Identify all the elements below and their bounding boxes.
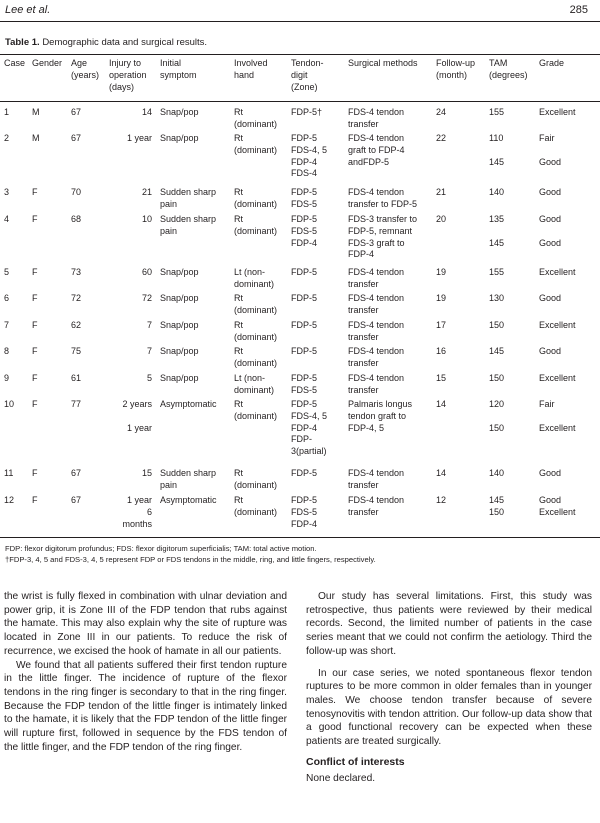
table-cell-gender: F	[32, 320, 38, 330]
table-cell-tendon: FDP-5 FDS-5 FDP-4	[291, 214, 318, 248]
table-cell-methods: FDS-4 tendon transfer	[348, 373, 405, 395]
table-cell-interval: 21	[141, 187, 152, 197]
table-cell-symptom: Snap/pop	[160, 293, 199, 303]
table-cell-hand: Lt (non- dominant)	[234, 373, 275, 395]
table-cell-symptom: Snap/pop	[160, 107, 199, 117]
table-cell-hand: Rt (dominant)	[234, 293, 278, 315]
table-cell-gender: F	[32, 346, 38, 356]
table-cell-tam: 155	[489, 107, 505, 117]
table-cell-case: 3	[4, 187, 10, 197]
table-cell-followup: 14	[436, 468, 447, 478]
table-cell-tam: 145 150	[489, 495, 505, 517]
table-cell-age: 67	[71, 107, 82, 117]
table-cell-grade: Excellent	[539, 107, 576, 117]
table-cell-grade: Good Good	[539, 214, 562, 248]
table-cell-case: 11	[4, 468, 14, 478]
table-cell-hand: Rt (dominant)	[234, 107, 278, 129]
table-cell-gender: F	[32, 187, 38, 197]
table-cell-tendon: FDP-5 FDS-5 FDP-4	[291, 495, 318, 529]
table-cell-methods: FDS-4 tendon transfer	[348, 293, 405, 315]
table-cell-hand: Rt (dominant)	[234, 495, 278, 517]
table-cell-gender: M	[32, 133, 40, 143]
table-cell-tam: 140	[489, 187, 505, 197]
table-cell-symptom: Snap/pop	[160, 133, 199, 143]
table-cell-interval: 5	[146, 373, 152, 383]
table-cell-tendon: FDP-5†	[291, 107, 323, 117]
table-cell-gender: F	[32, 468, 38, 478]
table-top-rule	[0, 54, 600, 55]
body-paragraph: Our study has several limitations. First, this study was retrospective, thus patients were reviewed by their medical records. Second, the limited number of patients in the case series meant that we could not confirm the aetiology. Third the follow-up was short.	[306, 591, 592, 657]
table-caption	[5, 37, 207, 48]
table-cell-symptom: Snap/pop	[160, 346, 199, 356]
table-cell-followup: 19	[436, 267, 447, 277]
table-cell-gender: F	[32, 214, 38, 224]
table-cell-tam: 110 145	[489, 133, 505, 167]
table-cell-followup: 12	[436, 495, 447, 505]
body-column-right	[306, 590, 592, 786]
table-cell-followup: 19	[436, 293, 447, 303]
table-cell-case: 5	[4, 267, 10, 277]
table-cell-age: 72	[71, 293, 82, 303]
table-cell-tendon: FDP-5	[291, 320, 318, 330]
column-header-hand: Involved hand	[234, 58, 268, 80]
table-cell-hand: Rt (dominant)	[234, 468, 278, 490]
column-header-case: Case	[4, 58, 26, 68]
table-caption-text: Demographic data and surgical results.	[42, 37, 208, 48]
table-cell-grade: Excellent	[539, 320, 576, 330]
table-cell-grade: Good	[539, 346, 562, 356]
table-cell-symptom: Asymptomatic	[160, 399, 217, 409]
table-cell-case: 10	[4, 399, 15, 409]
column-header-tam: TAM (degrees)	[489, 58, 528, 80]
table-cell-interval: 60	[141, 267, 152, 277]
table-cell-tendon: FDP-5	[291, 267, 318, 277]
table-cell-case: 7	[4, 320, 10, 330]
table-cell-interval: 7	[146, 346, 152, 356]
table-cell-case: 8	[4, 346, 10, 356]
body-paragraph: the wrist is fully flexed in combination with ulnar deviation and power grip, it is Zone III of the FDP tendon that rubs against the hamate. This may also explain why the site of rupture was located in Zone III in our patients. To reduce the risk of recurrence, we excised the hook of hamate in all our patients.	[4, 591, 287, 657]
table-cell-grade: Excellent	[539, 267, 576, 277]
footnote-tendon-codes: †FDP-3, 4, 5 and FDS-3, 4, 5 represent FDP or FDS tendons in the middle, ring, and little fingers, respectively.	[5, 554, 376, 564]
conflict-of-interests-text: None declared.	[306, 773, 376, 785]
table-cell-grade: Good	[539, 293, 562, 303]
body-column-left	[4, 590, 287, 754]
table-cell-hand: Rt (dominant)	[234, 320, 278, 342]
table-cell-symptom: Asymptomatic	[160, 495, 217, 505]
table-cell-age: 62	[71, 320, 82, 330]
table-cell-tam: 155	[489, 267, 505, 277]
table-cell-followup: 22	[436, 133, 447, 143]
table-cell-symptom: Sudden sharp pain	[160, 187, 217, 209]
table-cell-symptom: Snap/pop	[160, 320, 199, 330]
table-cell-grade: Good	[539, 468, 562, 478]
column-header-tendon: Tendon- digit (Zone)	[291, 58, 324, 92]
table-cell-hand: Rt (dominant)	[234, 187, 278, 209]
column-header-followup: Follow-up (month)	[436, 58, 476, 80]
table-cell-methods: FDS-4 tendon transfer	[348, 267, 405, 289]
table-cell-gender: F	[32, 399, 38, 409]
table-cell-interval: 1 year	[126, 133, 152, 143]
table-cell-age: 75	[71, 346, 82, 356]
demographic-table	[0, 56, 600, 536]
column-header-age: Age (years)	[71, 58, 100, 80]
table-cell-tendon: FDP-5	[291, 346, 318, 356]
header-divider	[0, 21, 600, 22]
table-cell-grade: Good Excellent	[539, 495, 576, 517]
column-header-methods: Surgical methods	[348, 58, 418, 68]
table-cell-hand: Lt (non- dominant)	[234, 267, 275, 289]
table-cell-tam: 140	[489, 468, 505, 478]
running-head-author: Lee et al.	[5, 4, 51, 16]
table-cell-tam: 145	[489, 346, 505, 356]
table-cell-age: 70	[71, 187, 82, 197]
table-cell-interval: 15	[141, 468, 152, 478]
table-cell-age: 67	[71, 133, 82, 143]
table-cell-tendon: FDP-5 FDS-4, 5 FDP-4 FDP- 3(partial)	[291, 399, 328, 457]
table-cell-methods: FDS-4 tendon graft to FDP-4 andFDP-5	[348, 133, 405, 167]
table-cell-followup: 15	[436, 373, 447, 383]
table-cell-case: 12	[4, 495, 15, 505]
table-cell-followup: 21	[436, 187, 447, 197]
table-cell-gender: F	[32, 373, 38, 383]
table-cell-case: 2	[4, 133, 10, 143]
table-cell-methods: FDS-4 tendon transfer	[348, 468, 405, 490]
table-cell-tendon: FDP-5	[291, 468, 318, 478]
table-cell-methods: Palmaris longus tendon graft to FDP-4, 5	[348, 399, 413, 433]
table-cell-tam: 135 145	[489, 214, 505, 248]
table-cell-hand: Rt (dominant)	[234, 214, 278, 236]
table-cell-hand: Rt (dominant)	[234, 133, 278, 155]
table-cell-grade: Good	[539, 187, 562, 197]
table-cell-symptom: Snap/pop	[160, 373, 199, 383]
table-cell-interval: 72	[141, 293, 152, 303]
table-cell-age: 67	[71, 468, 82, 478]
conflict-of-interests-heading: Conflict of interests	[306, 755, 405, 768]
page-number: 285	[569, 4, 588, 16]
table-cell-methods: FDS-4 tendon transfer	[348, 346, 405, 368]
table-cell-grade: Fair Good	[539, 133, 562, 167]
table-cell-gender: F	[32, 267, 38, 277]
table-cell-tendon: FDP-5 FDS-5	[291, 187, 318, 209]
table-cell-interval: 2 years 1 year	[122, 399, 152, 433]
table-cell-followup: 17	[436, 320, 447, 330]
table-cell-tam: 150	[489, 320, 505, 330]
table-cell-gender: M	[32, 107, 40, 117]
table-cell-case: 1	[4, 107, 10, 117]
table-cell-age: 67	[71, 495, 82, 505]
table-footnotes	[5, 544, 595, 565]
table-cell-hand: Rt (dominant)	[234, 346, 278, 368]
table-cell-symptom: Sudden sharp pain	[160, 468, 217, 490]
table-cell-methods: FDS-4 tendon transfer to FDP-5	[348, 187, 418, 209]
table-bottom-rule	[0, 537, 600, 538]
table-cell-tendon: FDP-5 FDS-5	[291, 373, 318, 395]
table-cell-followup: 20	[436, 214, 447, 224]
table-cell-methods: FDS-4 tendon transfer	[348, 495, 405, 517]
table-cell-methods: FDS-3 transfer to FDP-5, remnant FDS-3 graft to FDP-4	[348, 214, 418, 260]
table-cell-age: 73	[71, 267, 82, 277]
table-cell-grade: Fair Excellent	[539, 399, 576, 433]
column-header-symptom: Initial symptom	[160, 58, 197, 80]
table-cell-interval: 7	[146, 320, 152, 330]
table-cell-grade: Excellent	[539, 373, 576, 383]
table-cell-tendon: FDP-5	[291, 293, 318, 303]
footnote-abbreviations: FDP: flexor digitorum profundus; FDS: flexor digitorum superficialis; TAM: total active motion.	[5, 544, 317, 553]
table-cell-interval: 14	[141, 107, 152, 117]
table-cell-case: 4	[4, 214, 10, 224]
table-cell-tam: 150	[489, 373, 505, 383]
table-cell-symptom: Snap/pop	[160, 267, 199, 277]
table-cell-followup: 24	[436, 107, 447, 117]
column-header-grade: Grade	[539, 58, 565, 68]
table-cell-age: 77	[71, 399, 82, 409]
body-paragraph: In our case series, we noted spontaneous flexor tendon ruptures to be more common in older females than in younger males. We choose tendon transfer because of severe tenosynovitis with tendon attrition. Our follow-up data show that a good functional recovery can be expected when these patients are treated surgically.	[306, 667, 592, 748]
column-header-interval: Injury to operation (days)	[109, 58, 147, 92]
column-header-gender: Gender	[32, 58, 63, 68]
table-cell-interval: 10	[141, 214, 152, 224]
table-cell-age: 61	[71, 373, 82, 383]
table-cell-followup: 14	[436, 399, 447, 409]
table-cell-hand: Rt (dominant)	[234, 399, 278, 421]
table-cell-symptom: Sudden sharp pain	[160, 214, 217, 236]
table-cell-case: 6	[4, 293, 10, 303]
table-cell-tam: 130	[489, 293, 505, 303]
table-caption-label: Table 1.	[5, 37, 40, 48]
table-cell-gender: F	[32, 495, 38, 505]
body-paragraph: We found that all patients suffered their first tendon rupture in the little finger. The incidence of rupture of the flexor tendons in the ring finger is secondary to that in the ring finger. Because the FDP tendon of the little finger is intimately linked to the hamate, it is likely that the FDP tendon of the little finger will rupture first, followed in sequence by the FDS tendon of the little finger, and the FDP tendon of the ring finger.	[4, 659, 287, 753]
table-cell-tendon: FDP-5 FDS-4, 5 FDP-4 FDS-4	[291, 133, 328, 179]
table-cell-tam: 120 150	[489, 399, 505, 433]
table-cell-followup: 16	[436, 346, 447, 356]
table-cell-interval: 1 year 6 months	[122, 495, 152, 529]
table-cell-gender: F	[32, 293, 38, 303]
table-cell-case: 9	[4, 373, 10, 383]
table-cell-methods: FDS-4 tendon transfer	[348, 107, 405, 129]
table-cell-methods: FDS-4 tendon transfer	[348, 320, 405, 342]
table-cell-age: 68	[71, 214, 82, 224]
